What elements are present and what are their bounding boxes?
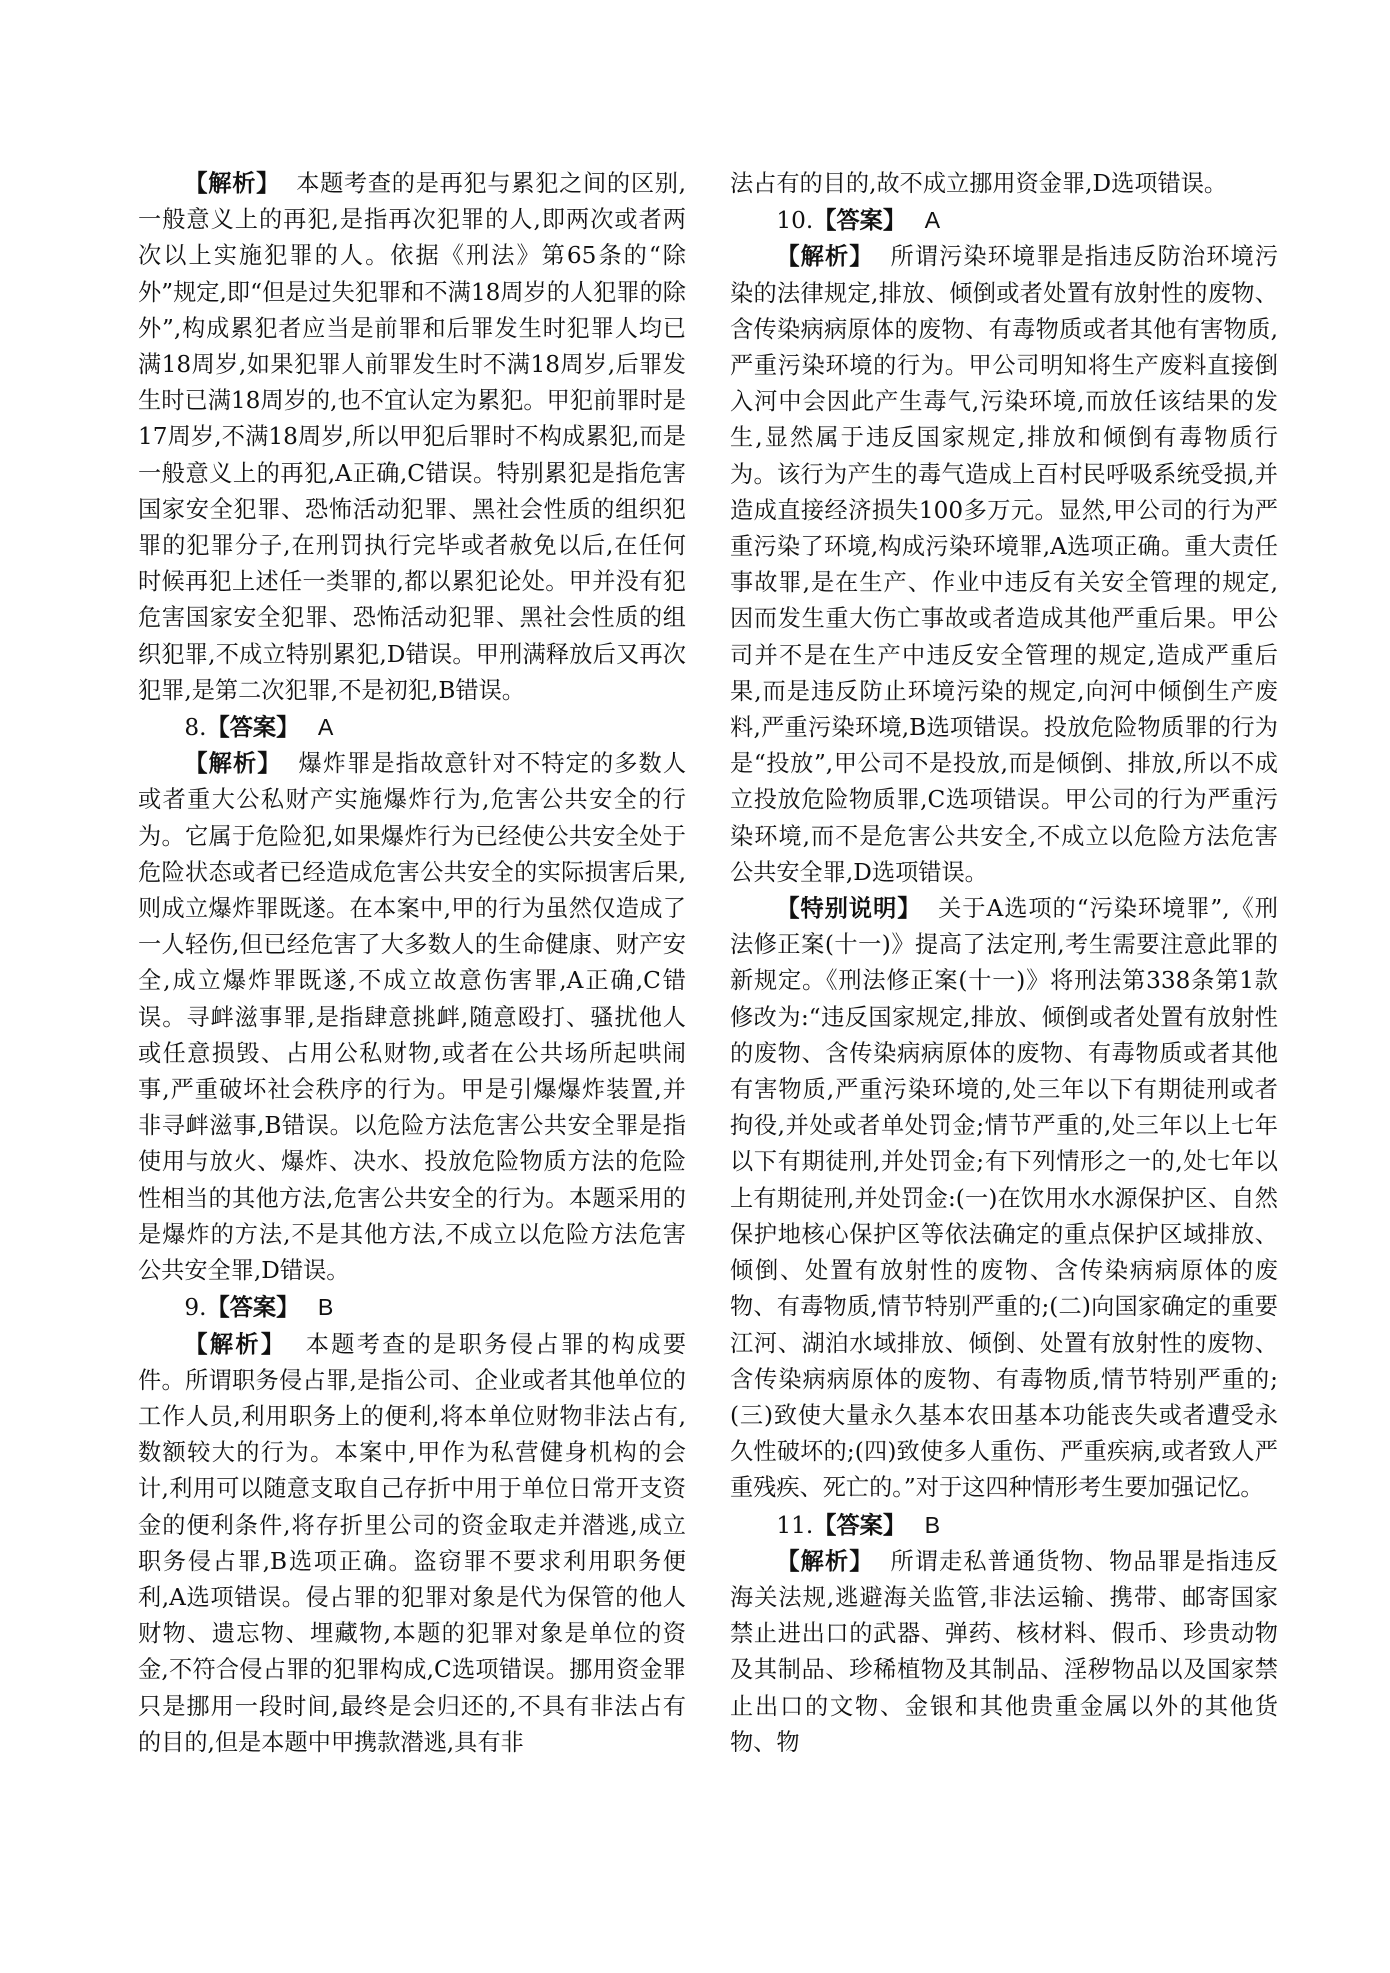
answer-line-9 xyxy=(138,1289,686,1326)
question-number: 11. xyxy=(776,1511,814,1539)
answer-value: B xyxy=(317,1294,334,1321)
analysis-text: 所谓污染环境罪是指违反防治环境污染的法律规定,排放、倾倒或者处置有放射性的废物、含传染病病原体的废物、有毒物质或者其他有害物质,严重污染环境的行为。甲公司明知将生产废料直接倒入河中会因此产生毒气,污染环境,而放任该结果的发生,显然属于违反国家规定,排放和倾倒有毒物质行为。该行为产生的毒气造成上百村民呼吸系统受损,并造成直接经济损失100多万元。显然,甲公司的行为严重污染了环境,构成污染环境罪,A选项正确。重大责任事故罪,是在生产、作业中违反有关安全管理的规定,因而发生重大伤亡事故或者造成其他严重后果。甲公司并不是在生产中违反安全管理的规定,造成严重后果,而是违反防止环境污染的规定,向河中倾倒生产废料,严重污染环境,B选项错误。投放危险物质罪的行为是“投放”,甲公司不是投放,而是倾倒、排放,所以不成立投放危险物质罪,C选项错误。甲公司的行为严重污染环境,而不是危害公共安全,不成立以危险方法危害公共安全罪,D选项错误。 xyxy=(730,243,1279,886)
analysis-text: 本题考查的是再犯与累犯之间的区别,一般意义上的再犯,是指再次犯罪的人,即两次或者两次以上实施犯罪的人。依据《刑法》第65条的“除外”规定,即“但是过失犯罪和不满18周岁的人犯罪的除外”,构成累犯者应当是前罪和后罪发生时犯罪人均已满18周岁,如果犯罪人前罪发生时不满18周岁,后罪发生时已满18周岁的,也不宜认定为累犯。甲犯前罪时是17周岁,不满18周岁,所以甲犯后罪时不构成累犯,而是一般意义上的再犯,A正确,C错误。特别累犯是指危害国家安全犯罪、恐怖活动犯罪、黑社会性质的组织犯罪的犯罪分子,在刑罚执行完毕或者赦免以后,在任何时候再犯上述任一类罪的,都以累犯论处。甲并没有犯危害国家安全犯罪、恐怖活动犯罪、黑社会性质的组织犯罪,不成立特别累犯,D错误。甲刑满释放后又再次犯罪,是第二次犯罪,不是初犯,B错误。 xyxy=(138,170,686,704)
answer-tag: 【答案】 xyxy=(206,1294,300,1322)
analysis-paragraph xyxy=(730,239,1278,891)
right-column xyxy=(730,166,1278,1761)
analysis-paragraph xyxy=(138,166,686,709)
question-number: 10. xyxy=(776,207,814,235)
question-number: 9. xyxy=(184,1294,207,1322)
answer-value: A xyxy=(924,207,941,234)
analysis-paragraph xyxy=(138,746,686,1289)
answer-tag: 【答案】 xyxy=(813,207,907,235)
analysis-text: 所谓走私普通货物、物品罪是指违反海关法规,逃避海关监管,非法运输、携带、邮寄国家禁止进出口的武器、弹药、核材料、假币、珍贵动物及其制品、珍稀植物及其制品、淫秽物品以及国家禁止出口的文物、金银和其他贵重金属以外的其他货物、物 xyxy=(730,1547,1279,1756)
special-note-text: 关于A选项的“污染环境罪”,《刑法修正案(十一)》提高了法定刑,考生需要注意此罪的新规定。《刑法修正案(十一)》将刑法第338条第1款修改为:“违反国家规定,排放、倾倒或者处置有放射性的废物、含传染病病原体的废物、有毒物质或者其他有害物质,严重污染环境的,处三年以下有期徒刑或者拘役,并处或者单处罚金;情节严重的,处三年以上七年以下有期徒刑,并处罚金;有下列情形之一的,处七年以上有期徒刑,并处罚金:(一)在饮用水水源保护区、自然保护地核心保护区等依法确定的重点保护区域排放、倾倒、处置有放射性的废物、含传染病病原体的废物、有毒物质,情节特别严重的;(二)向国家确定的重要江河、湖泊水域排放、倾倒、处置有放射性的废物、含传染病病原体的废物、有毒物质,情节特别严重的;(三)致使大量永久基本农田基本功能丧失或者遭受永久性破坏的;(四)致使多人重伤、严重疾病,或者致人严重残疾、死亡的。”对于这四种情形考生要加强记忆。 xyxy=(730,895,1278,1502)
analysis-text: 爆炸罪是指故意针对不特定的多数人或者重大公私财产实施爆炸行为,危害公共安全的行为。它属于危险犯,如果爆炸行为已经使公共安全处于危险状态或者已经造成危害公共安全的实际损害后果,则成立爆炸罪既遂。在本案中,甲的行为虽然仅造成了一人轻伤,但已经危害了大多数人的生命健康、财产安全,成立爆炸罪既遂,不成立故意伤害罪,A正确,C错误。寻衅滋事罪,是指肆意挑衅,随意殴打、骚扰他人或任意损毁、占用公私财物,或者在公共场所起哄闹事,严重破坏社会秩序的行为。甲是引爆爆炸装置,并非寻衅滋事,B错误。以危险方法危害公共安全罪是指使用与放火、爆炸、决水、投放危险物质方法的危险性相当的其他方法,危害公共安全的行为。本题采用的是爆炸的方法,不是其他方法,不成立以危险方法危害公共安全罪,D错误。 xyxy=(138,750,687,1285)
analysis-text: 本题考查的是职务侵占罪的构成要件。所谓职务侵占罪,是指公司、企业或者其他单位的工作人员,利用职务上的便利,将本单位财物非法占有,数额较大的行为。本案中,甲作为私营健身机构的会计,利用可以随意支取自己存折中用于单位日常开支资金的便利条件,将存折里公司的资金取走并潜逃,成立职务侵占罪,B选项正确。盗窃罪不要求利用职务便利,A选项错误。侵占罪的犯罪对象是代为保管的他人财物、遗忘物、埋藏物,本题的犯罪对象是单位的资金,不符合侵占罪的犯罪构成,C选项错误。挪用资金罪只是挪用一段时间,最终是会归还的,不具有非法占有的目的,但是本题中甲携款潜逃,具有非 xyxy=(138,1330,686,1756)
answer-line-10 xyxy=(730,202,1278,239)
answer-line-11 xyxy=(730,1507,1278,1544)
analysis-tag: 【解析】 xyxy=(184,170,281,197)
left-column xyxy=(138,166,686,1761)
answer-tag: 【答案】 xyxy=(206,714,300,742)
answer-line-8 xyxy=(138,709,686,746)
continuation-paragraph: 法占有的目的,故不成立挪用资金罪,D选项错误。 xyxy=(730,170,1228,197)
answer-value: B xyxy=(924,1511,941,1538)
analysis-tag: 【解析】 xyxy=(184,1330,287,1358)
analysis-paragraph xyxy=(138,1327,686,1761)
analysis-tag: 【解析】 xyxy=(776,243,874,271)
analysis-tag: 【解析】 xyxy=(184,750,282,778)
special-note-tag: 【特别说明】 xyxy=(776,895,922,923)
analysis-tag: 【解析】 xyxy=(776,1547,874,1575)
question-number: 8. xyxy=(184,714,207,742)
special-note-paragraph xyxy=(730,891,1278,1506)
answer-value: A xyxy=(317,714,334,741)
answer-tag: 【答案】 xyxy=(813,1511,907,1539)
analysis-paragraph xyxy=(730,1544,1278,1761)
